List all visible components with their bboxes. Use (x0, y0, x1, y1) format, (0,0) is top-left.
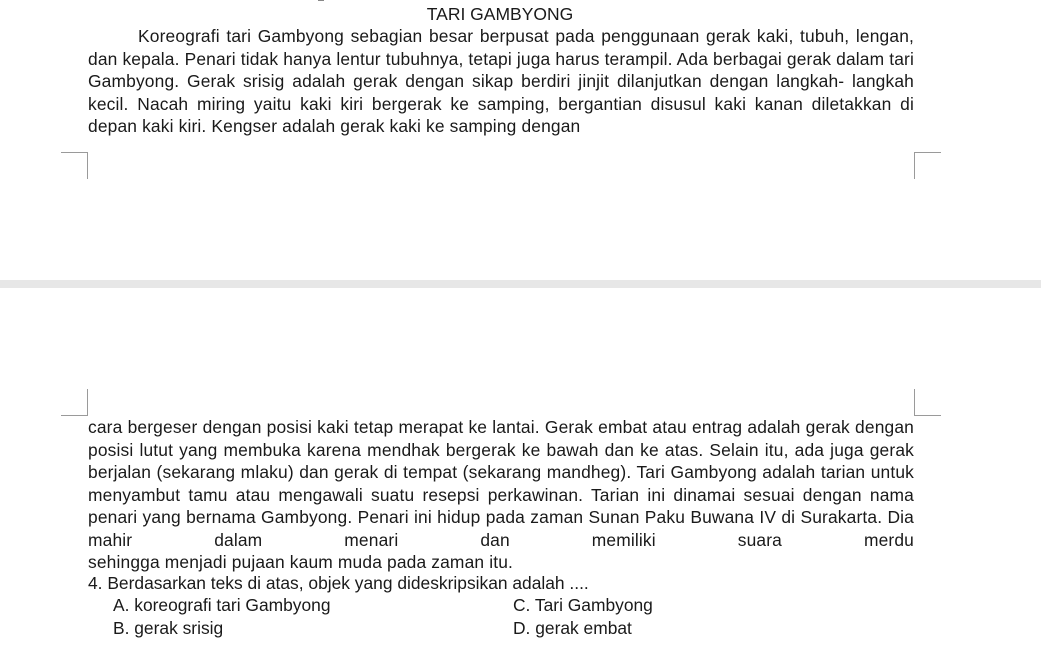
document-title: TARI GAMBYONG (426, 4, 574, 24)
crop-mark-top-right (914, 152, 941, 179)
option-d[interactable]: D. gerak embat (513, 618, 632, 638)
option-b[interactable]: B. gerak srisig (113, 618, 224, 638)
crop-mark-top-left (61, 152, 88, 179)
page-break-gap (0, 280, 1041, 288)
paragraph-part-2 (88, 416, 914, 574)
question-text: 4. Berdasarkan teks di atas, objek yang dideskripsikan adalah .... (88, 573, 589, 593)
document-page-bottom (0, 288, 1041, 647)
paragraph-part-1: Koreografi tari Gambyong sebagian besar berpusat pada penggunaan gerak kaki, tubuh, lengan, dan kepala. Penari tidak hanya lentur tubuhnya, tetapi juga harus terampil. Ada berbagai gerak dalam tari Gambyong. Gerak srisig adalah gerak dengan sikap berdiri jinjit dilanjutkan dengan langkah- langkah kecil. Nacah miring yaitu kaki kiri bergerak ke samping, bergantian disusul kaki kanan diletakkan di depan kaki kiri. Kengser adalah gerak kaki ke samping dengan (88, 26, 914, 136)
document-page-top (0, 0, 1041, 280)
crop-mark-bottom-left (61, 389, 88, 416)
option-c[interactable]: C. Tari Gambyong (513, 595, 653, 615)
crop-mark-bottom-right (914, 389, 941, 416)
option-a[interactable]: A. koreografi tari Gambyong (113, 595, 331, 615)
paragraph-part-2-last-line: sehingga menjadi pujaan kaum muda pada zaman itu. (88, 552, 513, 572)
paragraph-part-2-body: cara bergeser dengan posisi kaki tetap merapat ke lantai. Gerak embat atau entrag adalah gerak dengan posisi lutut yang membuka karena mendhak bergerak ke bawah dan ke atas. Selain itu, ada juga gerak berjalan (sekarang mlaku) dan gerak di tempat (sekarang mandheg). Tari Gambyong adalah tarian untuk menyambut tamu atau mengawali suatu resepsi perkawinan. Tarian ini dinamai sesuai dengan nama penari yang bernama Gambyong. Penari ini hidup pada zaman Sunan Paku Buwana IV di Surakarta. Dia mahir dalam menari dan memiliki suara merdu (88, 417, 914, 550)
